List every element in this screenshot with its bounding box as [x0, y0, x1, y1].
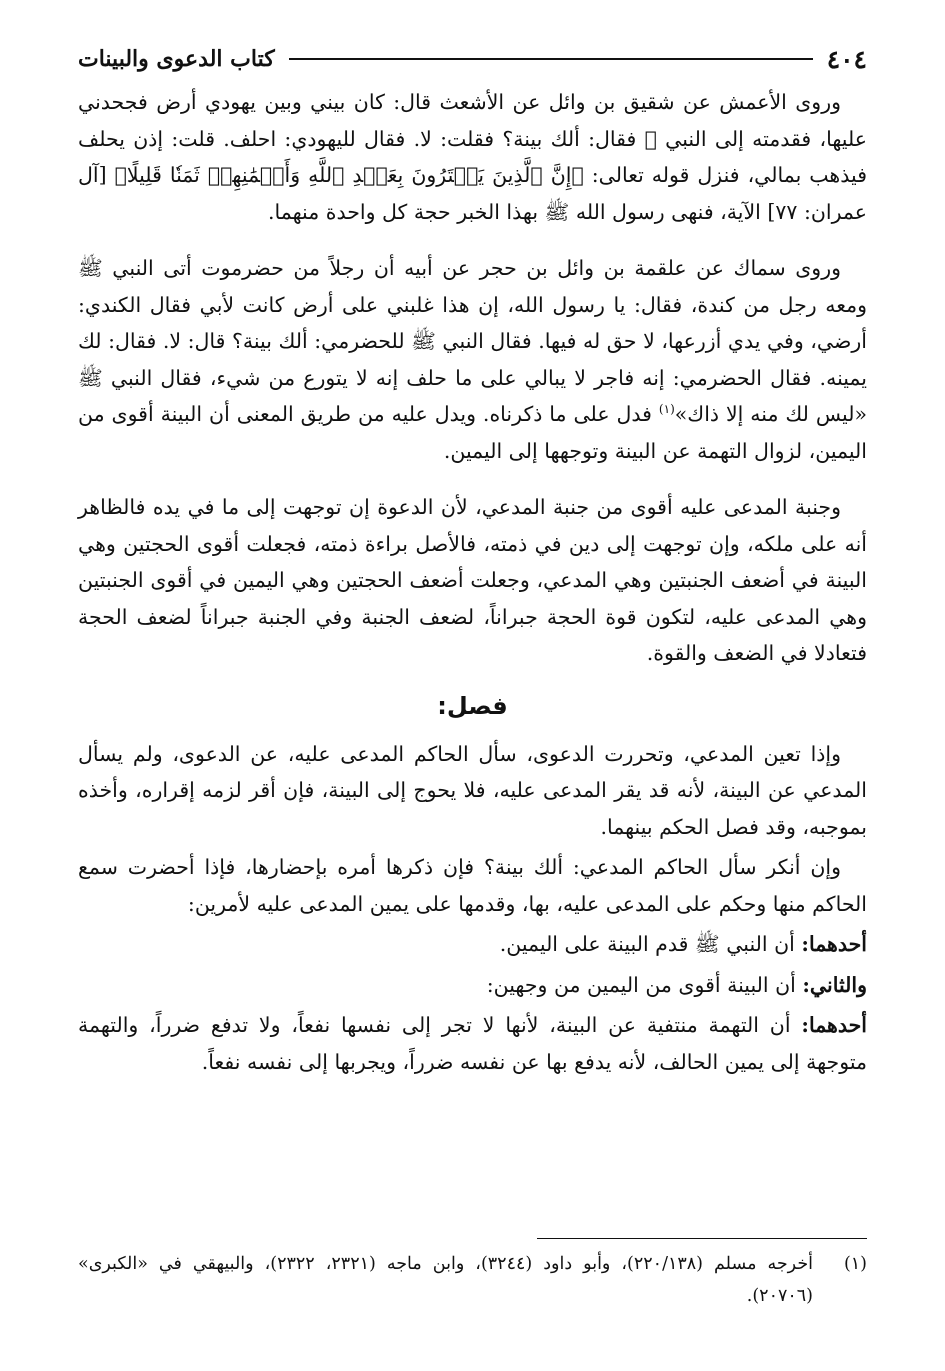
paragraph-1: وروى الأعمش عن شقيق بن وائل عن الأشعث قال: كان بيني وبين يهودي أرض فجحدني عليها، فقدمته إلى النبي ﷺ فقال: ألك بينة؟ فقلت: لا. فقال لليهودي: احلف. قلت: إذن يحلف فيذهب بمالي، فنزل قوله تعالى: ﴿إِنَّ ٱلَّذِينَ يَشۡتَرُونَ بِعَهۡدِ ٱللَّهِ وَأَيۡمَٰنِهِمۡ ثَمَنٗا قَلِيلًا﴾ [آل عمران: ٧٧] الآية، فنهى رسول الله ﷺ بهذا الخبر حجة كل واحدة منهما. — [78, 90, 867, 224]
point-first-text: أن النبي ﷺ قدم البينة على اليمين. — [499, 932, 802, 956]
paragraph-3: وجنبة المدعى عليه أقوى من جنبة المدعي، لأن الدعوة إن توجهت إلى ما في يده فالظاهر أنه على ملكه، وإن توجهت إلى دين في ذمته، فالأصل براءة ذمته، فجعلت أقوى الحجتين وهي البينة في أضعف الجنبتين وهي المدعي، وجعلت أضعف الحجتين وهي اليمين في أقوى الجنبتين وهي المدعى عليه، لتكون قوة الحجة جبراناً، لضعف الجنبة وفي الجنبة جبراناً لضعف الحجة فتعادلا في الضعف والقوة. — [78, 495, 867, 665]
footnotes — [78, 1248, 867, 1312]
point-second — [78, 967, 867, 1004]
running-title: كتاب الدعوى والبينات — [78, 46, 275, 72]
point-second-label: والثاني: — [802, 972, 867, 997]
paragraph-2 — [78, 250, 867, 469]
footnote-text: أخرجه مسلم (٢٢٠/١٣٨)، وأبو داود (٣٢٤٤)، وابن ماجه (٢٣٢١، ٢٣٢٢)، والبيهقي في «الكبرى» (٢٠٧٠٦). — [78, 1254, 813, 1306]
paragraph-5: وإن أنكر سأل الحاكم المدعي: ألك بينة؟ فإن ذكرها أمره بإحضارها، فإذا أحضرت سمع الحاكم منها وحكم على المدعى عليه، بها، وقدمها على يمين المدعى عليه لأمرين: — [78, 855, 867, 916]
footnote-mark: (١) — [843, 1254, 867, 1274]
header-rule — [289, 58, 813, 60]
point-third-text: أن التهمة منتفية عن البينة، لأنها لا تجر إلى نفسها نفعاً، ولا تدفع ضرراً، والتهمة متوجهة إلى يمين الحالف، لأنه يدفع بها عن نفسه ضرراً، ويجربها إلى نفسه نفعاً. — [78, 1013, 867, 1074]
point-first-label: أحدهما: — [801, 932, 867, 956]
section-heading: فصل: — [437, 691, 508, 720]
footnote-item — [78, 1248, 867, 1312]
point-second-text: أن البينة أقوى من اليمين من وجهين: — [486, 972, 803, 997]
main-text — [78, 84, 867, 1084]
point-third — [78, 1007, 867, 1080]
paragraph-4: وإذا تعين المدعي، وتحررت الدعوى، سأل الحاكم المدعى عليه، عن الدعوى، ولم يسأل المدعي عن البينة، لأنه قد يقر المدعى عليه، فلا يحوج إلى البينة، فإن أقر لزمه إقراره، وأخذه بموجبه، وقد فصل الحكم بينهما. — [78, 741, 867, 839]
point-third-label: أحدهما: — [801, 1013, 867, 1037]
footnote-reference[interactable]: (١) — [658, 402, 675, 417]
footnote-separator — [537, 1238, 867, 1239]
page-header — [78, 34, 867, 84]
paragraph-2-text: وروى سماك عن علقمة بن وائل بن حجر عن أبيه أن رجلاً من حضرموت أتى النبي ﷺ ومعه رجل من كندة، فقال: يا رسول الله، إن هذا غلبني على أرض كانت لأبي فقال الكندي: أرضي، وفي يدي أزرعها، لا حق له فيها. فقال النبي ﷺ للحضرمي: ألك بينة؟ قال: لا. فقال: لك يمينه. فقال الحضرمي: إنه فاجر لا يبالي على ما حلف إنه لا يتورع من شيء، فقال النبي ﷺ «ليس لك منه إلا ذاك» — [78, 256, 867, 426]
paragraph-2-continuation: فدل على ما ذكرناه. ويدل عليه من طريق المعنى أن البينة أقوى من اليمين، لزوال التهمة عن البينة وتوجهها إلى اليمين. — [78, 402, 867, 463]
page-number: ٤٠٤ — [826, 44, 867, 74]
point-first — [78, 926, 867, 963]
